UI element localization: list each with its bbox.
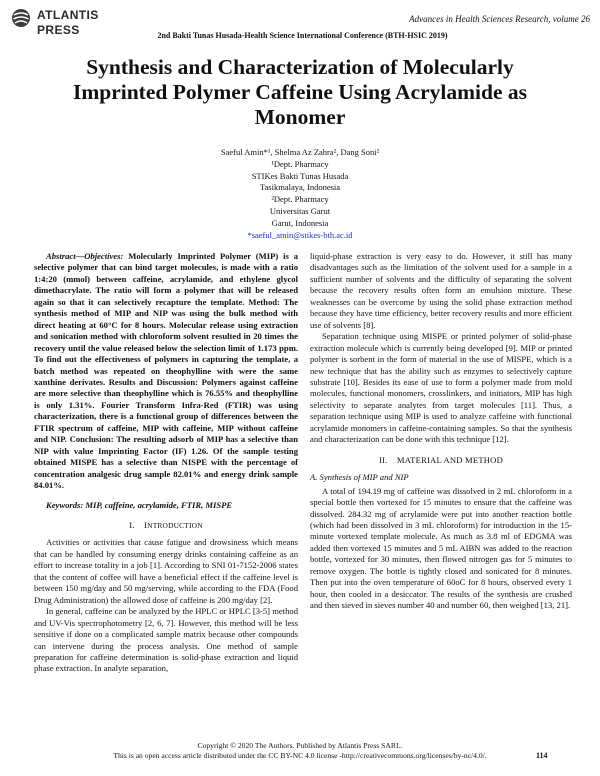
affiliation-2-institution: Universitas Garut [269,205,331,216]
keywords: Keywords: MIP, caffeine, acrylamide, FTIR, MISPE [46,499,233,510]
publisher-logo [11,7,131,41]
methods-paragraph-1: A total of 194.19 mg of caffeine was dissolved in 2 mL chloroform in a special bottle then vortexed for 15 minutes to ensure that the caffeine was dissolved. 284.32 mg of acrylamide were put into another reaction bottle (which had been dissolved in 3 mL chloroform) for introduction in the 15-minute vortexed template molecule. As much as 3.8 ml of EDGMA was added then vortexed 15 minutes and 5 mL AIBN was added to the reaction bottle, vortexed for 30 minutes, then flowed nitrogen gas for 5 minutes to remove oxygen. The bottle is tightly closed and sonicated for 8 minutes. Then put into the oven temperature of 60oC for 8 hours, observed every 1 hour, then cooled in a desiccator. The results of the synthesis are crushed and then sieved in sieves number 40 and number 60, then weighed [13, 21]. [310,485,572,611]
author-names: Saeful Amin*¹, Shelma Az Zahra², Dang Soni² [220,147,380,157]
paper-title: Synthesis and Characterization of Molecularly Imprinted Polymer Caffeine Using Acrylamide as Monomer [72,55,528,129]
publisher-name-line1: ATLANTIS [37,8,99,22]
left-column [34,251,298,675]
intro-paragraph-3: liquid-phase extraction is very easy to do. However, it still has many disadvantages such as the limitation of the solvent used for a sample in a sufficient number of solvents and the difficulty of separating the solvent because the recovery results often form an emulsion mixture. These weaknesses can be overcome by using the solid phase extraction method because they have time efficiency, better recovery results and more efficient use of solvents [8]. [310,251,572,330]
section-title: MATERIAL AND METHOD [396,454,503,465]
author-block [150,147,450,241]
atlantis-globe-icon [11,8,31,28]
abstract-text: Molecularly Imprinted Polymer (MIP) is a selective polymer that can bind target molecules, is made with a ratio 1:4:20 (mmol) between caffeine, acrylamide, and ethylene glycol dimethacrylate. The ratio will form a polymer that will be released again so that it can selectively recapture the template. Method: The synthesis method of MIP and NIP was using the bulk method with direct heating at 60°C for 8 hours. Molecular release using extraction and sonication method with chloroform solvent resulted in 20 times the recovery until the value released below the selection limit of 1.173 ppm. To find out the effectiveness of polymers in capturing the template, a batch method was repeated on theophylline with were the same xanthine derivates. Results and Discussion: Polymers against caffeine are more selective than theophylline which is 76.55% and theophylline is only 1.31%. Fourier Transform Infra-Red (FTIR) was using characterization, there is a functional group of differences between the FTIR spectrum of caffeine, MIP with caffeine, MIP without caffeine and NIP. Conclusion: The resulting adsorb of MIP has a selective than NIP with value Imprinting Factor (IF) 1.26. Of the sample testing obtained MISPE has a selective than NISPE with the percentage of concentration analgesic drug sample 82.01% and energy drink sample 84.01%. [34,251,298,491]
section-number: II. [378,454,388,465]
publisher-name-line2: PRESS [37,23,80,37]
section-heading-introduction [34,520,298,531]
license-line: This is an open access article distributed under the CC BY-NC 4.0 license -http://creativecommons.org/licenses/by-nc/4.0/. [113,751,487,760]
affiliation-1-city: Tasikmalaya, Indonesia [259,182,341,193]
page-footer [20,741,580,761]
right-column [310,251,572,612]
page-number: 114 [536,751,548,760]
section-number: I. [129,519,135,530]
subsection-heading-synthesis: A. Synthesis of MIP and NIP [310,472,409,483]
affiliation-2-city: Garut, Indonesia [271,217,329,228]
abstract [34,251,298,492]
section-heading-methods [310,455,572,466]
copyright-line: Copyright © 2020 The Authors. Published by Atlantis Press SARL. [197,741,403,750]
journal-series: Advances in Health Sciences Research, volume 26 [409,14,590,24]
intro-paragraph-2: In general, caffeine can be analyzed by the HPLC or HPLC [3-5] method and UV-Vis spectrophotometry [2, 6, 7]. However, this method will be less sensitive if done on a complicated sample matrix because other compounds can intervene during the process analysis. One method of sample preparation for caffeine determination is solid-phase extraction and liquid phase extraction. In analyte separation, [34,606,298,674]
section-title-initial: I [144,519,148,530]
author-email[interactable]: *saeful_amin@stikes-bth.ac.id [247,229,353,240]
affiliation-2-dept: ²Dept. Pharmacy [271,194,329,205]
section-title-rest: NTRODUCTION [147,520,203,530]
affiliation-1-dept: ¹Dept. Pharmacy [271,158,329,169]
intro-paragraph-1: Activities or activities that cause fatigue and drowsiness which means that can be handled by consuming energy drinks containing caffeine as an effort to increase totality in a job [1]. According to SNI 01-7152-2006 states that the content of coffee will have a beneficial effect if the caffeine level is between 150 mg/day and 50 mg/serving, while according to the FDA (Food Drug Administration) the allowed dose of caffeine is 200 mg/day [2]. [34,537,298,605]
abstract-lead: Abstract—Objectives: [46,251,129,261]
conference-name: 2nd Bakti Tunas Husada-Health Science International Conference (BTH-HSIC 2019) [157,31,448,40]
intro-paragraph-4: Separation technique using MISPE or printed polymer of solid-phase extraction molecule which is currently being developed [9]. MIP or printed polymer is sorbent in the form of material in the use of MISPE, which is a new technique that has the ability such as enzymes to selectively capture substrate [10]. Besides its ease of use to form a polymer made from mold molecules, functional monomers, crosslinkers, and initiators, MIP has high selectivity to separate analytes from target molecules [11]. Thus, a separation technique using MIP is used to analyze caffeine with functional acrylamide monomers in caffeine-containing samples. So that the synthesis and characterization can be done with this technique [12]. [310,331,572,445]
affiliation-1-institution: STIKes Bakti Tunas Husada [251,170,349,181]
